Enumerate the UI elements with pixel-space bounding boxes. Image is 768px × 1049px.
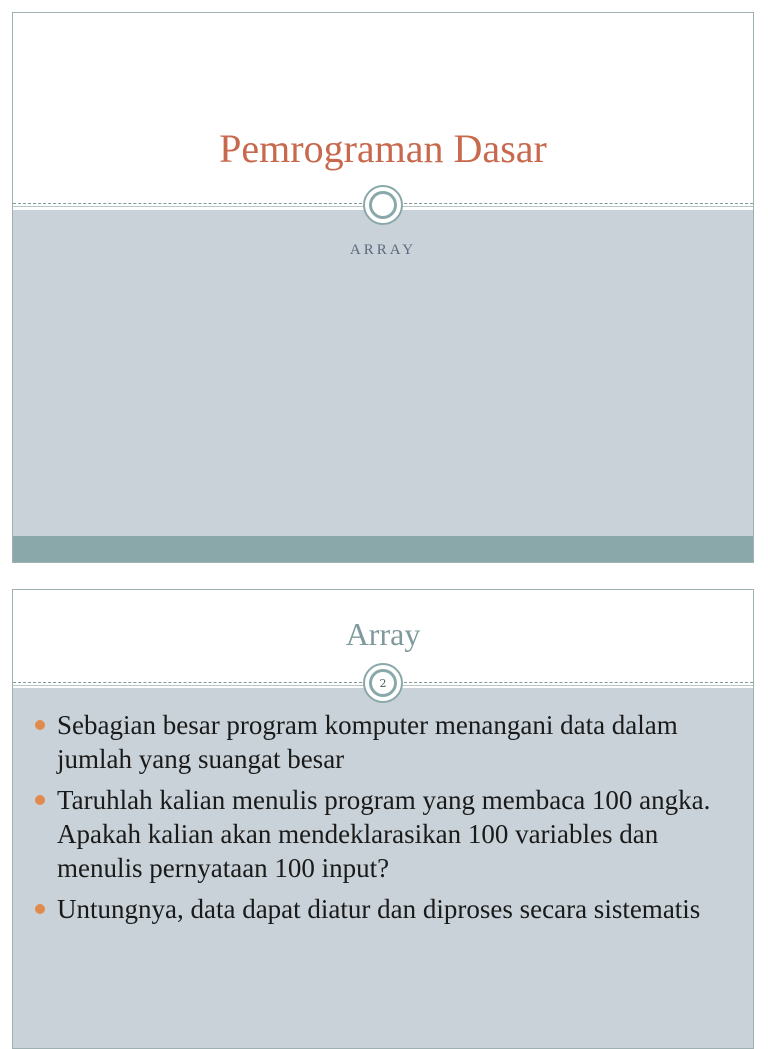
slide-subtitle: ARRAY: [349, 242, 417, 258]
circle-ornament-inner: [369, 191, 397, 219]
footer-band: [13, 536, 753, 563]
slide-2: [12, 589, 754, 1049]
page-number: 2: [369, 669, 397, 697]
slide-title: Array: [345, 616, 421, 652]
page-number-badge: [363, 663, 403, 703]
slide-1: [12, 12, 754, 563]
slide-header-area: [13, 13, 753, 210]
bullet-item: [33, 892, 729, 926]
bullet-dot-icon: [35, 795, 45, 805]
bullet-text: Sebagian besar program komputer menangani data dalam jumlah yang suangat besar: [57, 710, 678, 774]
bullet-list: [33, 708, 729, 933]
bullet-text: Taruhlah kalian menulis program yang membaca 100 angka. Apakah kalian akan mendeklarasikan 100 variables dan menulis pernyataan 100 input?: [57, 785, 711, 883]
bullet-text: Untungnya, data dapat diatur dan diproses secara sistematis: [57, 894, 701, 924]
bullet-item: [33, 783, 729, 885]
bullet-dot-icon: [35, 720, 45, 730]
slide-title: Pemrograman Dasar: [219, 126, 547, 171]
bullet-dot-icon: [35, 904, 45, 914]
circle-ornament-icon: [363, 185, 403, 225]
bullet-item: [33, 708, 729, 776]
